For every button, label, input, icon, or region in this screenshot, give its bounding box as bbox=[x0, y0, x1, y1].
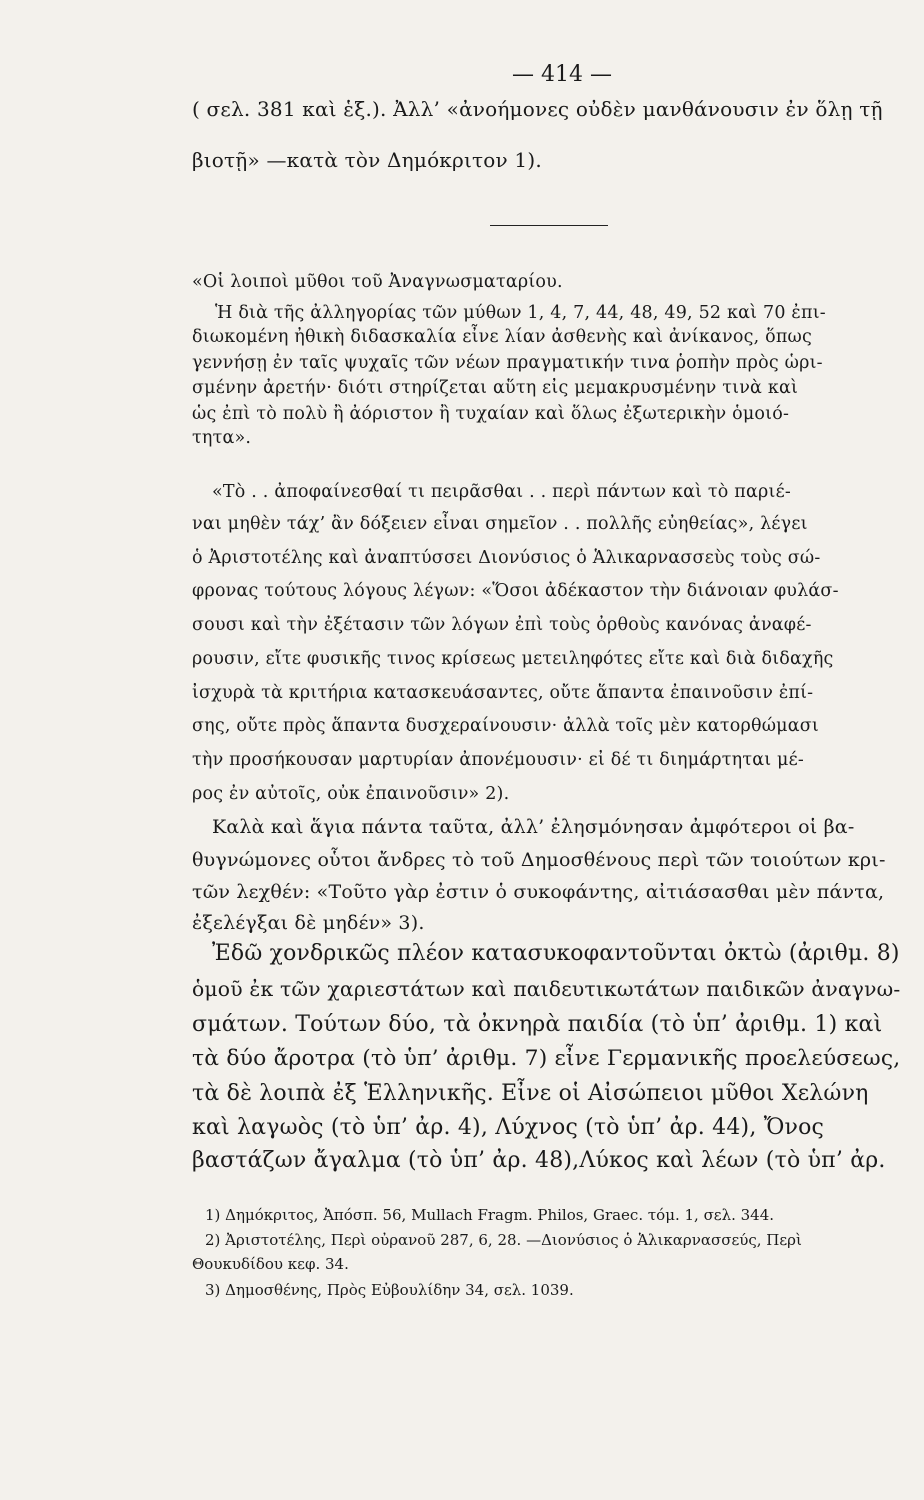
text-line: ναι μηθὲν τάχ’ ἂν δόξειεν εἶναι σημεῖον . . πολλῆς εὐηθείας», λέγει bbox=[192, 514, 808, 534]
text-line: ρος ἐν αὐτοῖς, οὐκ ἐπαινοῦσιν» 2). bbox=[192, 784, 510, 804]
text-line: «Τὸ . . ἀποφαίνεσθαί τι πειρᾶσθαι . . περὶ πάντων καὶ τὸ παριέ- bbox=[212, 482, 791, 502]
text-line: θυγνώμονες οὗτοι ἄνδρες τὸ τοῦ Δημοσθένους περὶ τῶν τοιούτων κρι- bbox=[192, 849, 886, 871]
text-line: καὶ λαγωὸς (τὸ ὑπ’ ἀρ. 4), Λύχνος (τὸ ὑπ’ ἀρ. 44), Ὄνος bbox=[192, 1115, 825, 1140]
text-line: διωκομένη ἠθικὴ διδασκαλία εἶνε λίαν ἀσθενὴς καὶ ἀνίκανος, ὅπως bbox=[192, 327, 812, 347]
section-divider bbox=[490, 225, 608, 226]
text-line: βιοτῇ» —κατὰ τὸν Δημόκριτον 1). bbox=[192, 148, 542, 172]
text-line: τὰ δὲ λοιπὰ ἐξ Ἑλληνικῆς. Εἶνε οἱ Αἰσώπειοι μῦθοι Χελώνη bbox=[192, 1081, 869, 1106]
footnote: 3) Δημοσθένης, Πρὸς Εὐβουλίδην 34, σελ. 1039. bbox=[205, 1281, 574, 1299]
text-line: ἰσχυρὰ τὰ κριτήρια κατασκευάσαντες, οὔτε ἅπαντα ἐπαινοῦσιν ἐπί- bbox=[192, 683, 814, 703]
text-line: ( σελ. 381 καὶ ἑξ.). Ἀλλ’ «ἀνοήμονες οὐδὲν μανθάνουσιν ἐν ὅλῃ τῇ bbox=[192, 97, 883, 121]
text-line: σμένην ἀρετήν· διότι στηρίζεται αὕτη εἰς μεμακρυσμένην τινὰ καὶ bbox=[192, 378, 799, 398]
text-line: ρουσιν, εἴτε φυσικῆς τινος κρίσεως μετειληφότες εἴτε καὶ διὰ διδαχῆς bbox=[192, 649, 834, 669]
text-line: τὴν προσήκουσαν μαρτυρίαν ἀπονέμουσιν· εἰ δέ τι διημάρτηται μέ- bbox=[192, 750, 805, 770]
text-line: Ἐδῶ χονδρικῶς πλέον κατασυκοφαντοῦνται ὀκτὼ (ἀριθμ. 8) bbox=[212, 941, 900, 966]
text-line: γεννήσῃ ἐν ταῖς ψυχαῖς τῶν νέων πραγματικήν τινα ῥοπὴν πρὸς ὡρι- bbox=[192, 353, 823, 373]
text-line: τὰ δύο ἄροτρα (τὸ ὑπ’ ἀριθμ. 7) εἶνε Γερμανικῆς προελεύσεως, bbox=[192, 1046, 901, 1071]
text-line: βαστάζων ἄγαλμα (τὸ ὑπ’ ἀρ. 48),Λύκος καὶ λέων (τὸ ὑπ’ ἀρ. bbox=[192, 1148, 886, 1173]
footnote: 2) Ἀριστοτέλης, Περὶ οὐρανοῦ 287, 6, 28. —Διονύσιος ὁ Ἁλικαρνασσεύς, Περὶ bbox=[205, 1231, 802, 1249]
text-line: τητα». bbox=[192, 428, 252, 448]
text-line: ἐξελέγξαι δὲ μηδέν» 3). bbox=[192, 912, 425, 934]
text-line: σμάτων. Τούτων δύο, τὰ ὀκνηρὰ παιδία (τὸ ὑπ’ ἀριθμ. 1) καὶ bbox=[192, 1012, 883, 1037]
text-line: φρονας τούτους λόγους λέγων: «Ὅσοι ἀδέκαστον τὴν διάνοιαν φυλάσ- bbox=[192, 581, 839, 601]
page-number: — 414 — bbox=[512, 62, 612, 87]
text-line: σης, οὔτε πρὸς ἅπαντα δυσχεραίνουσιν· ἀλλὰ τοῖς μὲν κατορθώμασι bbox=[192, 716, 819, 736]
quote-heading: «Οἱ λοιποὶ μῦθοι τοῦ Ἀναγνωσματαρίου. bbox=[192, 272, 563, 292]
text-line: ὁ Ἀριστοτέλης καὶ ἀναπτύσσει Διονύσιος ὁ Ἁλικαρνασσεὺς τοὺς σώ- bbox=[192, 548, 821, 568]
footnote-continuation: Θουκυδίδου κεφ. 34. bbox=[192, 1255, 349, 1273]
text-line: σουσι καὶ τὴν ἐξέτασιν τῶν λόγων ἐπὶ τοὺς ὀρθοὺς κανόνας ἀναφέ- bbox=[192, 615, 812, 635]
text-line: τῶν λεχθέν: «Τοῦτο γὰρ ἐστιν ὁ συκοφάντης, αἰτιάσασθαι μὲν πάντα, bbox=[192, 881, 885, 903]
footnote: 1) Δημόκριτος, Ἀπόσπ. 56, Mullach Fragm. Philos, Graec. τόμ. 1, σελ. 344. bbox=[205, 1206, 775, 1224]
text-line: Καλὰ καὶ ἅγια πάντα ταῦτα, ἀλλ’ ἐλησμόνησαν ἀμφότεροι οἱ βα- bbox=[212, 816, 855, 838]
text-line: ὁμοῦ ἐκ τῶν χαριεστάτων καὶ παιδευτικωτάτων παιδικῶν ἀναγνω- bbox=[192, 977, 901, 1001]
text-line: ὡς ἐπὶ τὸ πολὺ ἢ ἀόριστον ἢ τυχαίαν καὶ ὅλως ἐξωτερικὴν ὁμοιό- bbox=[192, 404, 790, 424]
text-line: Ἡ διὰ τῆς ἀλληγορίας τῶν μύθων 1, 4, 7, 44, 48, 49, 52 καὶ 70 ἐπι- bbox=[215, 303, 826, 323]
